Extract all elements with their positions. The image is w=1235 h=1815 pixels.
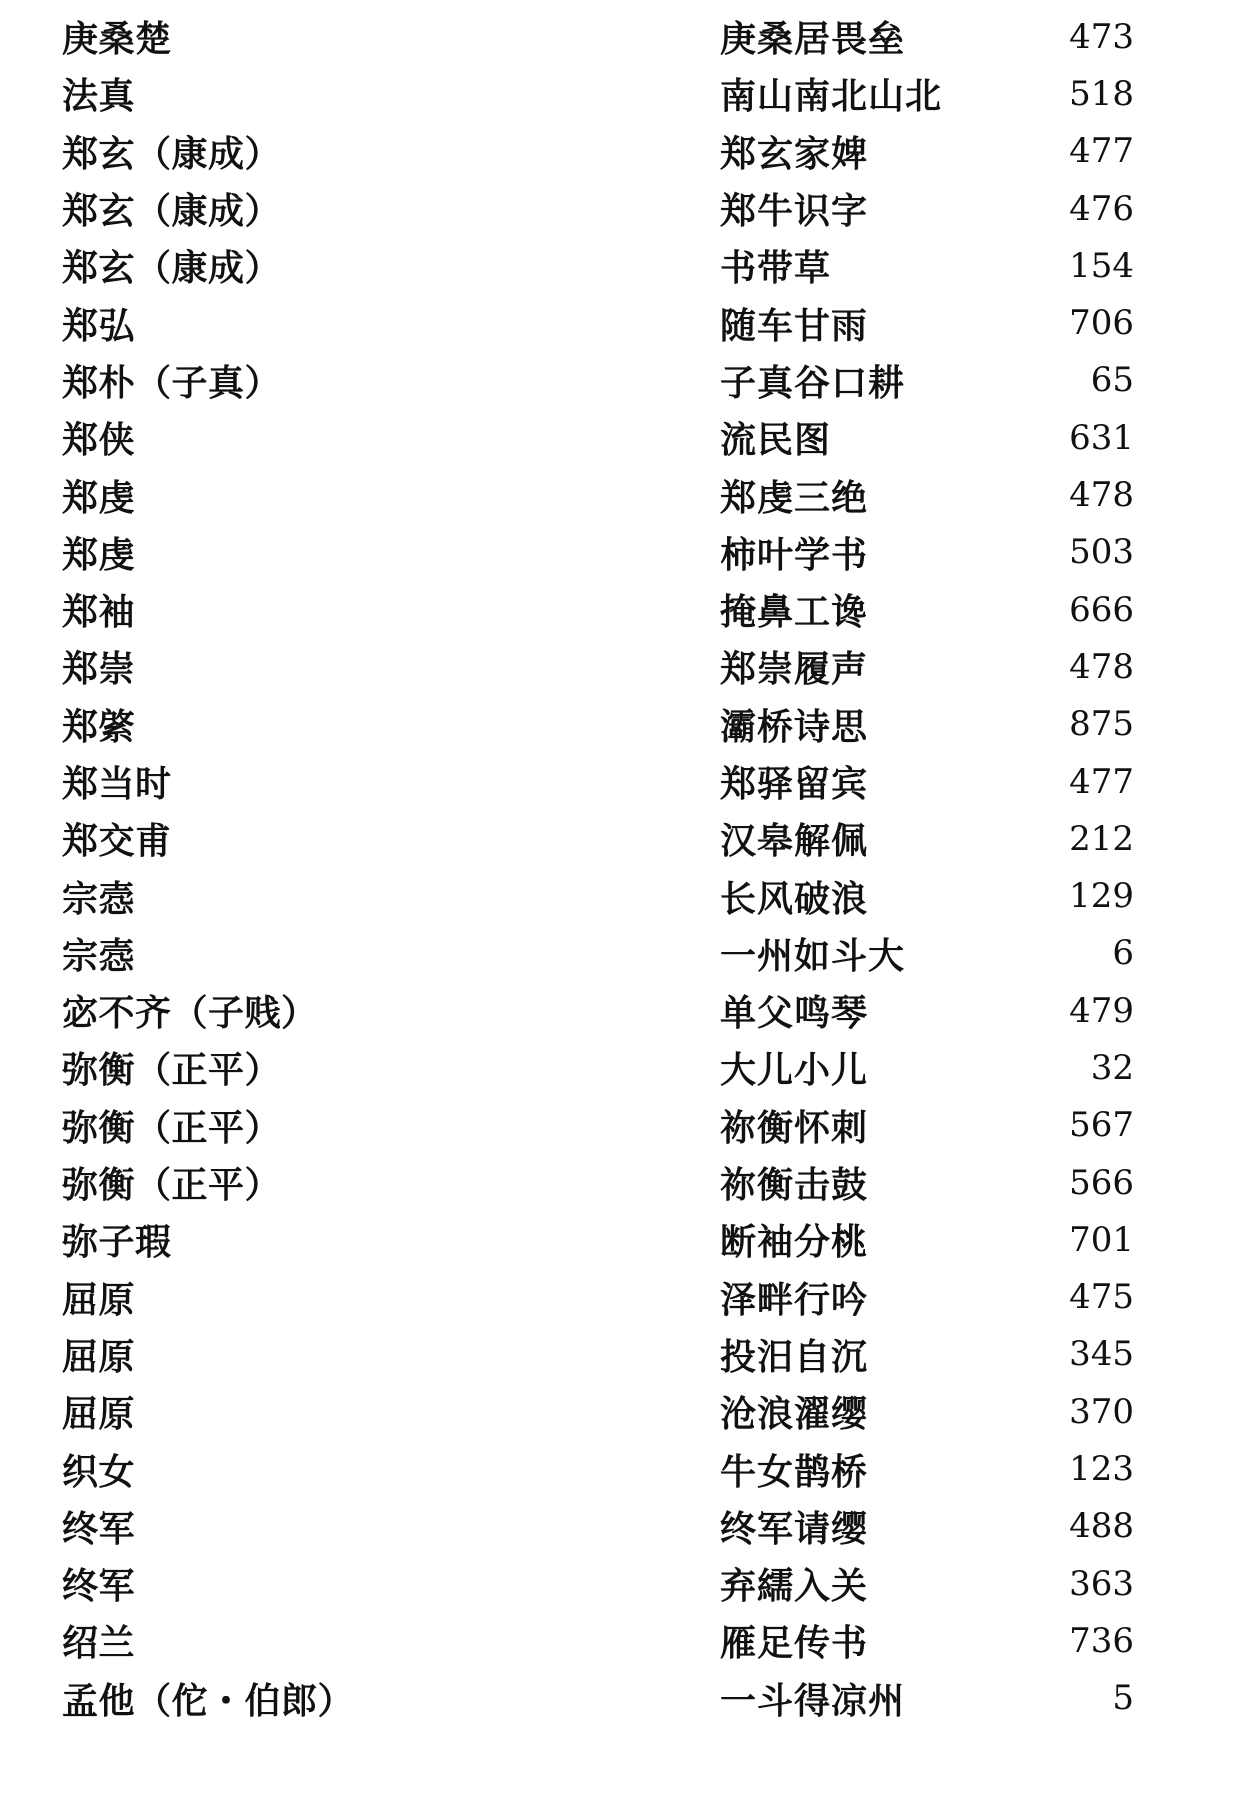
page-number: 129 <box>1069 876 1134 917</box>
allusion-title: 书带草 <box>720 247 832 290</box>
person-name: 郑玄（康成） <box>62 190 282 233</box>
page-number: 123 <box>1069 1449 1134 1490</box>
index-row <box>62 1555 1142 1612</box>
page-number: 477 <box>1069 761 1134 802</box>
person-name: 宓不齐（子贱） <box>62 992 318 1035</box>
index-row <box>62 294 1142 351</box>
person-name: 屈原 <box>62 1278 136 1321</box>
allusion-title: 汉皋解佩 <box>720 820 869 863</box>
index-row <box>62 65 1142 122</box>
allusion-title: 终军请缨 <box>720 1507 869 1550</box>
person-name: 郑玄（康成） <box>62 247 282 290</box>
person-name: 郑玄（康成） <box>62 132 282 175</box>
person-name: 弥衡（正平） <box>62 1049 282 1092</box>
page-number: 631 <box>1069 417 1134 458</box>
person-name: 孟他（佗・伯郎） <box>62 1679 355 1722</box>
allusion-title: 一斗得凉州 <box>720 1679 906 1722</box>
page-number: 875 <box>1069 704 1134 745</box>
index-row <box>62 1154 1142 1211</box>
page-number: 478 <box>1069 475 1134 516</box>
person-name: 绍兰 <box>62 1622 136 1665</box>
allusion-title: 祢衡怀刺 <box>720 1106 869 1149</box>
person-name: 庚桑楚 <box>62 18 172 61</box>
page-number: 345 <box>1069 1334 1134 1375</box>
index-row <box>62 1326 1142 1383</box>
allusion-title: 柿叶学书 <box>720 533 869 576</box>
allusion-title: 沧浪濯缨 <box>720 1393 869 1436</box>
page-number: 701 <box>1069 1219 1134 1260</box>
page-number: 736 <box>1069 1620 1134 1661</box>
allusion-title: 掩鼻工谗 <box>720 591 869 634</box>
page-number: 473 <box>1069 16 1134 57</box>
person-name: 郑当时 <box>62 763 172 805</box>
index-row <box>62 753 1142 810</box>
index-row <box>62 8 1142 65</box>
index-row <box>62 409 1142 466</box>
page-number: 518 <box>1069 73 1134 114</box>
person-name: 织女 <box>62 1450 136 1493</box>
index-row <box>62 581 1142 638</box>
allusion-title: 牛女鹊桥 <box>720 1450 869 1493</box>
person-name: 郑袖 <box>62 591 136 634</box>
person-name: 屈原 <box>62 1335 136 1378</box>
person-name: 终军 <box>62 1507 136 1550</box>
page-number: 154 <box>1069 245 1134 286</box>
allusion-title: 庚桑居畏垒 <box>720 18 906 61</box>
person-name: 弥衡（正平） <box>62 1106 282 1149</box>
index-row <box>62 1498 1142 1555</box>
page-number: 6 <box>1112 933 1134 974</box>
index-row <box>62 524 1142 581</box>
person-name: 法真 <box>62 75 136 118</box>
allusion-title: 郑玄家婢 <box>720 132 869 175</box>
page-number: 488 <box>1069 1506 1134 1547</box>
index-row <box>62 180 1142 237</box>
allusion-title: 弃繻入关 <box>720 1565 869 1608</box>
page-number: 567 <box>1069 1105 1134 1146</box>
allusion-title: 投汨自沉 <box>720 1335 869 1378</box>
index-row <box>62 1039 1142 1096</box>
allusion-title: 郑崇履声 <box>720 648 869 691</box>
page-number: 65 <box>1090 360 1134 401</box>
allusion-title: 南山南北山北 <box>720 75 943 118</box>
allusion-title: 流民图 <box>720 419 832 462</box>
person-name: 宗悫 <box>62 934 136 977</box>
allusion-title: 随车甘雨 <box>720 304 869 347</box>
allusion-title: 长风破浪 <box>720 877 869 920</box>
index-row <box>62 810 1142 867</box>
page-number: 32 <box>1090 1047 1134 1088</box>
person-name: 郑侠 <box>62 419 136 462</box>
page-number: 476 <box>1069 188 1134 229</box>
allusion-title: 泽畔行吟 <box>720 1278 869 1321</box>
page-number: 479 <box>1069 990 1134 1031</box>
index-row <box>62 237 1142 294</box>
index-row <box>62 1269 1142 1326</box>
page-number: 666 <box>1069 589 1134 630</box>
page-number: 370 <box>1069 1391 1134 1432</box>
allusion-title: 子真谷口耕 <box>720 361 906 404</box>
person-name: 弥衡（正平） <box>62 1164 282 1207</box>
index-row <box>62 925 1142 982</box>
index-row <box>62 123 1142 180</box>
person-name: 弥子瑕 <box>62 1221 172 1264</box>
index-row <box>62 696 1142 753</box>
person-name: 郑弘 <box>62 304 136 347</box>
allusion-title: 断袖分桃 <box>720 1221 869 1264</box>
person-name: 宗悫 <box>62 877 136 920</box>
allusion-title: 一州如斗大 <box>720 934 906 977</box>
index-row <box>62 1211 1142 1268</box>
index-row <box>62 867 1142 924</box>
index-row <box>62 1670 1142 1727</box>
index-row <box>62 1097 1142 1154</box>
allusion-index-table <box>62 8 1142 1727</box>
allusion-title: 单父鸣琴 <box>720 992 869 1035</box>
allusion-title: 郑虔三绝 <box>720 476 869 519</box>
person-name: 郑虔 <box>62 533 136 576</box>
index-row <box>62 1383 1142 1440</box>
allusion-title: 灞桥诗思 <box>720 705 869 748</box>
allusion-title: 雁足传书 <box>720 1622 869 1665</box>
page-number: 477 <box>1069 131 1134 172</box>
person-name: 终军 <box>62 1565 136 1608</box>
page-number: 5 <box>1112 1678 1134 1719</box>
person-name: 屈原 <box>62 1393 136 1436</box>
index-row <box>62 1612 1142 1669</box>
page-number: 363 <box>1069 1563 1134 1604</box>
page-number: 566 <box>1069 1162 1134 1203</box>
page-number: 706 <box>1069 303 1134 344</box>
index-row <box>62 638 1142 695</box>
allusion-title: 郑驿留宾 <box>720 763 869 805</box>
page-number: 212 <box>1069 818 1134 859</box>
index-row <box>62 1440 1142 1497</box>
page-number: 475 <box>1069 1277 1134 1318</box>
person-name: 郑綮 <box>62 705 136 748</box>
index-row <box>62 982 1142 1039</box>
allusion-title: 祢衡击鼓 <box>720 1164 869 1207</box>
allusion-title: 大儿小儿 <box>720 1049 869 1092</box>
index-row <box>62 466 1142 523</box>
person-name: 郑崇 <box>62 648 136 691</box>
page-number: 503 <box>1069 532 1134 573</box>
person-name: 郑虔 <box>62 476 136 519</box>
allusion-title: 郑牛识字 <box>720 190 869 233</box>
index-row <box>62 352 1142 409</box>
person-name: 郑交甫 <box>62 820 172 863</box>
person-name: 郑朴（子真） <box>62 361 282 404</box>
page-number: 478 <box>1069 646 1134 687</box>
